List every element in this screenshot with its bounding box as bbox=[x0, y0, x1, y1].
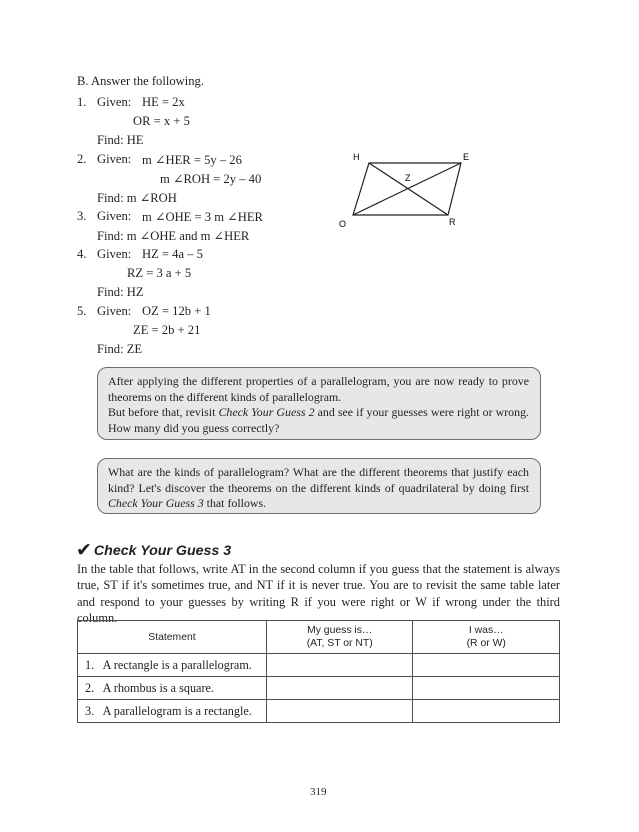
table-header-row bbox=[78, 621, 560, 654]
find-text: Find: HZ bbox=[97, 285, 144, 299]
callout-text: But before that, revisit Check Your Guess 2 and see if your guesses were right or wrong. How many did you guess correctly? bbox=[108, 405, 529, 435]
guess-answer-cell[interactable] bbox=[266, 700, 413, 723]
given-expression: HE = 2x bbox=[142, 95, 185, 109]
guess-answer-cell[interactable] bbox=[266, 654, 413, 677]
result-answer-cell[interactable] bbox=[413, 654, 560, 677]
header-statement: Statement bbox=[78, 621, 267, 654]
checkmark-icon: ✔ bbox=[76, 540, 92, 561]
callout-emphasis: Check Your Guess 3 bbox=[108, 496, 204, 511]
vertex-label-r: R bbox=[449, 217, 456, 227]
given-expression: m ∠HER = 5y – 26 bbox=[142, 153, 242, 167]
given-expression: m ∠ROH = 2y – 40 bbox=[160, 172, 262, 186]
given-expression: OZ = 12b + 1 bbox=[142, 304, 211, 318]
callout-box-review bbox=[97, 367, 541, 440]
guess-answer-cell[interactable] bbox=[266, 677, 413, 700]
callout-emphasis: Check Your Guess 2 bbox=[218, 405, 315, 420]
section-heading: B. Answer the following. bbox=[77, 74, 204, 88]
given-label: Given: bbox=[97, 95, 132, 109]
problem-number: 1. bbox=[77, 95, 87, 109]
problem-number: 3. bbox=[77, 209, 87, 223]
guess-title-text: Check Your Guess 3 bbox=[93, 543, 232, 559]
callout-text: After applying the different properties of a parallelogram, you are now ready to prove theorems on the different kinds of parallelogram. bbox=[108, 374, 529, 404]
given-label: Given: bbox=[97, 209, 132, 223]
given-expression: OR = x + 5 bbox=[133, 114, 190, 128]
problem-number: 5. bbox=[77, 304, 87, 318]
table-row bbox=[78, 654, 560, 677]
callout-box-kinds bbox=[97, 458, 541, 514]
result-answer-cell[interactable] bbox=[413, 700, 560, 723]
given-label: Given: bbox=[97, 304, 132, 318]
diagonal-oe bbox=[353, 163, 461, 215]
find-text: Find: ZE bbox=[97, 342, 143, 356]
vertex-label-h: H bbox=[353, 152, 360, 162]
diagonal-hr bbox=[369, 163, 448, 215]
header-i-was: I was… (R or W) bbox=[413, 621, 560, 654]
page-number: 319 bbox=[310, 786, 327, 798]
find-text: Find: HE bbox=[97, 133, 144, 147]
guess-instructions: In the table that follows, write AT in the second column if you guess that the statement is always true, ST if it's sometimes true, and NT if it is never true. You are to revisit the same table later and respond to your guesses by writing R if you were right or W if wrong under the third column. bbox=[77, 562, 560, 626]
find-text: Find: m ∠ROH bbox=[97, 191, 177, 205]
given-expression: RZ = 3 a + 5 bbox=[127, 266, 192, 280]
vertex-label-o: O bbox=[339, 219, 347, 229]
problem-number: 2. bbox=[77, 152, 87, 166]
table-row bbox=[78, 677, 560, 700]
find-text: Find: m ∠OHE and m ∠HER bbox=[97, 229, 250, 243]
guess-table bbox=[77, 620, 560, 723]
vertex-label-e: E bbox=[463, 152, 470, 162]
given-label: Given: bbox=[97, 152, 132, 166]
parallelogram-diagram bbox=[335, 148, 485, 230]
guess-section-title bbox=[76, 538, 231, 561]
problem-number: 4. bbox=[77, 247, 87, 261]
statement-cell: 2. A rhombus is a square. bbox=[78, 677, 267, 700]
table-row bbox=[78, 700, 560, 723]
given-expression: HZ = 4a – 5 bbox=[142, 247, 203, 261]
result-answer-cell[interactable] bbox=[413, 677, 560, 700]
midpoint-label-z: Z bbox=[405, 173, 411, 183]
given-expression: m ∠OHE = 3 m ∠HER bbox=[142, 210, 263, 224]
statement-cell: 3. A parallelogram is a rectangle. bbox=[78, 700, 267, 723]
statement-cell: 1. A rectangle is a parallelogram. bbox=[78, 654, 267, 677]
given-expression: ZE = 2b + 21 bbox=[133, 323, 201, 337]
callout-text: What are the kinds of parallelogram? What are the different theorems that justify each kind? Let's discover the theorems on the different kinds of quadrilateral by doing first Check Your Guess 3 that follows. bbox=[108, 465, 529, 511]
header-my-guess: My guess is… (AT, ST or NT) bbox=[266, 621, 413, 654]
given-label: Given: bbox=[97, 247, 132, 261]
